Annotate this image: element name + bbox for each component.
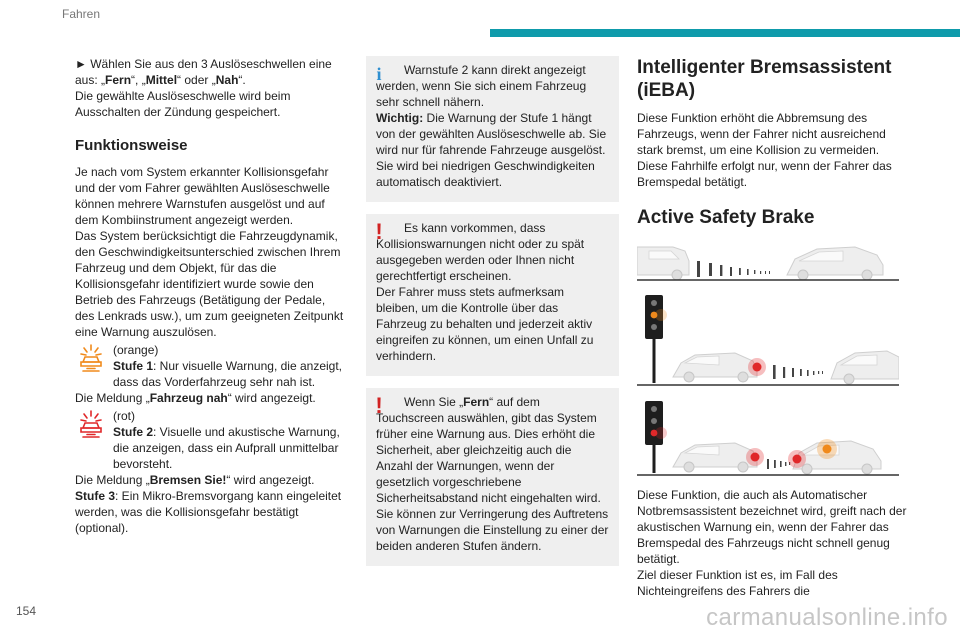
threshold-instruction: ► Wählen Sie aus den 3 Auslöseschwellen eine aus: „Fern“, „Mittel“ oder „Nah“. <box>75 57 332 87</box>
level-1-block: (orange) Stufe 1: Nur visuelle Warnung, die anzeigt, dass das Vorderfahrzeug sehr nah ist. <box>75 342 347 390</box>
level-3-text: Stufe 3: Ein Mikro-Bremsvorgang kann eingeleitet werden, was die Kollisionsgefahr bestätigt (optional). <box>75 489 342 535</box>
chapter-title: Fahren <box>62 7 101 21</box>
asb-paragraph-1: Diese Funktion, die auch als Automatischer Notbremsassistent bezeichnet wird, greift nach der akustischen Warnung ein, wenn der Fahrer das Bremspedal des Fahrzeugs nicht schnell genug betätigt. <box>637 488 907 566</box>
bullet-arrow: ► <box>75 57 87 71</box>
section-title-active-safety-brake: Active Safety Brake <box>637 207 815 228</box>
info-icon: i <box>376 64 382 84</box>
threshold-saved-note: Die gewählte Auslöseschwelle wird beim Ausschalten der Zündung gespeichert. <box>75 89 291 119</box>
iEBA-paragraph-1: Diese Funktion erhöht die Abbremsung des Fahrzeugs, wenn der Fahrer nicht ausreichend stark bremst, um eine Kollision zu vermeiden. <box>637 111 886 157</box>
page-number: 154 <box>16 604 37 618</box>
watermark: carmanualsonline.info <box>706 604 948 631</box>
warning-levels-paragraph: Je nach vom System erkannter Kollisionsgefahr und der vom Fahrer gewählten Auslöseschwelle können mehrere Warnstufen ausgelöst und auf dem Kombiinstrument angezeigt werden. <box>75 165 330 227</box>
exclamation-icon: ! <box>375 219 383 244</box>
info-box: i Warnstufe 2 kann direkt angezeigt werden, wenn Sie sich einem Fahrzeug sehr schnell nähern. Wichtig: Die Warnung der Stufe 1 hängt von der gewählten Auslöseschwelle ab. Sie wird nur für fahrende Fahrzeuge ausgelöst. Sie wird bei niedrigen Geschwindigkeiten automatisch deaktiviert. <box>366 56 619 202</box>
panel-braking <box>637 401 899 475</box>
level-1-label: Stufe 1 <box>113 359 154 373</box>
collision-warning-red-icon <box>75 408 107 440</box>
asb-paragraph-2: Ziel dieser Funktion ist es, im Fall des Nichteingreifens des Fahrers die <box>637 568 838 598</box>
level-1-message: Die Meldung „Fahrzeug nah“ wird angezeigt. <box>75 391 316 405</box>
column-3 <box>637 56 910 599</box>
level-2-message: Die Meldung „Bremsen Sie!“ wird angezeigt. <box>75 473 315 487</box>
level-3-label: Stufe 3 <box>75 489 116 503</box>
level-2-block: (rot) Stufe 2: Visuelle und akustische Warnung, die anzeigen, dass ein Aufprall unmittelbar bevorsteht. <box>75 408 347 472</box>
collision-warning-orange-icon <box>75 342 107 374</box>
active-safety-brake-illustration <box>637 239 899 477</box>
warning-box-1: ! Es kann vorkommen, dass Kollisionswarnungen nicht oder zu spät ausgegeben werden oder Ihnen nicht gerechtfertigt erscheinen. Der Fahrer muss stets aufmerksam bleiben, um die Kontrolle über das Fahrzeug zu behalten und jederzeit aktiv eingreifen zu können, um einen Unfall zu verhindern. <box>366 214 619 376</box>
exclamation-icon: ! <box>375 393 383 418</box>
column-1 <box>75 56 347 536</box>
column-2 <box>366 56 619 578</box>
iEBA-paragraph-2: Diese Fahrhilfe erfolgt nur, wenn der Fahrer das Bremspedal betätigt. <box>637 159 892 189</box>
important-label: Wichtig: <box>376 111 424 125</box>
level-1-color: (orange) <box>113 343 159 357</box>
warning-box-2: ! Wenn Sie „Fern“ auf dem Touchscreen auswählen, gibt das System früher eine Warnung aus. Dies erhöht die Sicherheit, aber gleichzeitig auch die Anzahl der Warnungen, wenn der gesetzlich vorgeschriebene Sicherheitsabstand nicht eingehalten wird. Sie können zur Verringerung des Auftretens von Warnungen die Einstellung zu einer der beiden anderen Stufen ändern. <box>366 388 619 566</box>
panel-warning <box>637 295 899 385</box>
panel-approach <box>637 247 899 280</box>
system-dynamics-paragraph: Das System berücksichtigt die Fahrzeugdynamik, den Geschwindigkeitsunterschied zwischen Ihrem Fahrzeug und dem Objekt, für das die Kollisionsgefahr identifiziert wurde sowie den Betrieb des Fahrzeugs (Betätigung der Pedale, des Lenkrads usw.), um zum geeigneten Zeitpunkt eine Warnung auszulösen. <box>75 229 344 339</box>
header-accent-bar <box>490 29 960 37</box>
section-title-iEBA: Intelligenter Bremsassistent (iEBA) <box>637 57 892 101</box>
level-2-color: (rot) <box>113 409 135 423</box>
section-heading-funktionsweise: Funktionsweise <box>75 137 188 154</box>
level-2-label: Stufe 2 <box>113 425 154 439</box>
